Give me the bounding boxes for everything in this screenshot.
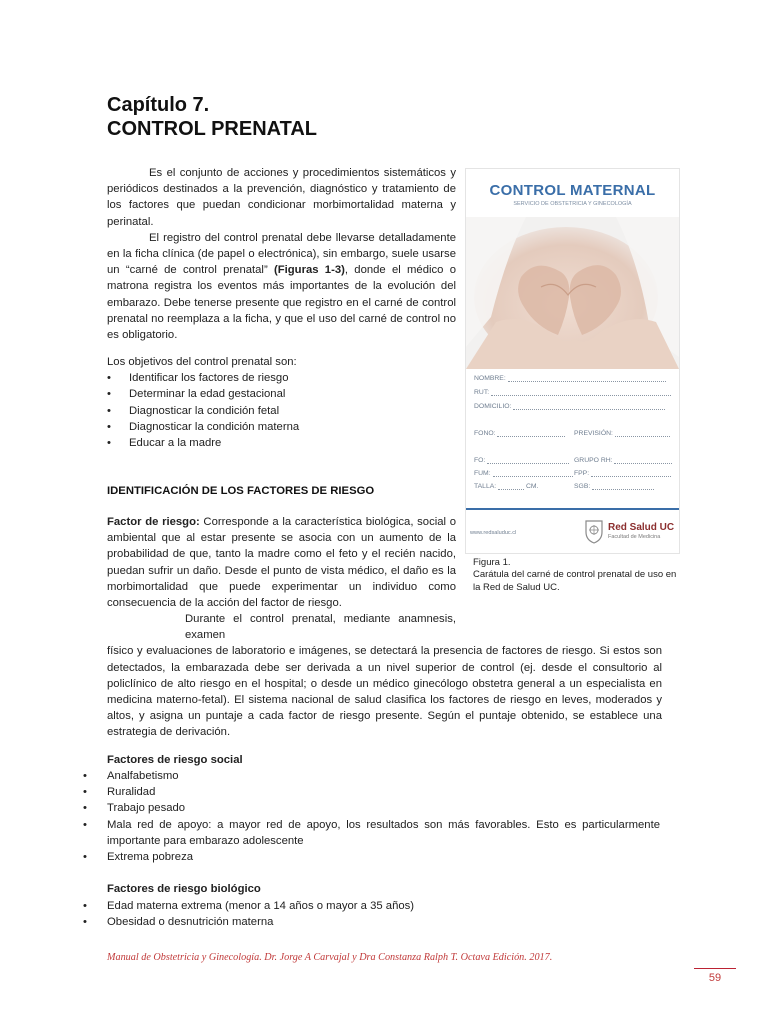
caption-text: Carátula del carné de control prenatal de uso en la Red de Salud UC. xyxy=(473,569,677,593)
social-factors-section xyxy=(83,768,660,865)
field-nombre: NOMBRE: xyxy=(474,375,506,382)
chapter-heading xyxy=(107,93,317,141)
field-fum: FUM: xyxy=(474,470,491,477)
field-domicilio: DOMICILIO: xyxy=(474,403,512,410)
caption-label: Figura 1. xyxy=(473,557,511,568)
field-fpp: FPP: xyxy=(574,470,590,477)
hands-heart-illustration xyxy=(466,217,679,369)
risk-definition xyxy=(107,514,456,611)
objectives-section xyxy=(107,354,456,451)
footer-citation: Manual de Obstetricia y Ginecología. Dr. Jorge A Carvajal y Dra Constanza Ralph T. Octava Edición. 2017. xyxy=(107,952,553,963)
prenatal-line-1: Durante el control prenatal, mediante anamnesis, examen xyxy=(185,613,456,642)
risk-definition-text: Corresponde a la característica biológica, social o ambiental que al estar presente se asocia con un aumento de la probabilidad de que, tanto la madre como el feto y el recién nacido, puedan sufrir un daño. Desde el punto de vista médico, el daño es la morbimortalidad que puede experimentar un individuo como consecuencia de la acción del factor de riesgo. xyxy=(107,516,456,610)
list-item: • Identificar los factores de riesgo xyxy=(107,370,456,386)
field-talla: TALLA: xyxy=(474,483,497,490)
list-item: • Extrema pobreza xyxy=(83,849,660,865)
list-item: • Diagnosticar la condición fetal xyxy=(107,403,456,419)
figure-prenatal-card xyxy=(465,168,680,554)
objectives-list xyxy=(107,370,456,451)
intro-section xyxy=(107,165,456,343)
figure-caption xyxy=(473,557,678,594)
field-sgb: SGB: xyxy=(574,483,591,490)
field-fono: FONO: xyxy=(474,430,496,437)
bio-factors-section xyxy=(83,898,660,930)
page-number-rule xyxy=(694,968,736,969)
intro-paragraph-1: Es el conjunto de acciones y procedimientos sistemáticos y periódicos destinados a la prevención, diagnóstico y tratamiento de los factores que puedan condicionar morbimortalidad materna y perinatal. xyxy=(107,167,456,228)
card-subtitle: SERVICIO DE OBSTETRICIA Y GINECOLOGÍA xyxy=(513,201,632,207)
card-title: CONTROL MATERNAL xyxy=(489,182,656,199)
chapter-title: CONTROL PRENATAL xyxy=(107,118,317,140)
intro-paragraph-2 xyxy=(107,230,456,343)
field-rut: RUT: xyxy=(474,389,490,396)
card-footer-band xyxy=(466,508,679,554)
field-grupo-rh: GRUPO RH: xyxy=(574,457,613,464)
red-salud-uc-crest-icon xyxy=(584,518,604,544)
bio-factors-heading xyxy=(107,881,662,897)
page-number: 59 xyxy=(708,972,722,984)
card-url: www.redsaluduc.cl xyxy=(470,530,517,536)
field-cm: CM. xyxy=(525,483,539,490)
list-item: • Determinar la edad gestacional xyxy=(107,386,456,402)
pregnant-belly-photo xyxy=(466,217,679,369)
intro-p2-text: El registro del control prenatal debe llevarse detalladamente en la ficha clínica (de papel o electrónica), sin embargo, suele usarse un “carné de control prenatal” xyxy=(107,231,456,277)
brand-name: Red Salud UC xyxy=(608,522,675,533)
social-factors-title: Factores de riesgo social xyxy=(107,754,243,766)
figure-reference: (Figuras 1-3) xyxy=(273,264,345,277)
section-heading: IDENTIFICACIÓN DE LOS FACTORES DE RIESGO xyxy=(107,485,375,497)
prenatal-rest: físico y evaluaciones de laboratorio e imágenes, se detectará la presencia de factores de riesgo. Si estos son detectados, la embarazada debe ser derivada a un nivel superior de control (ej. desde el consultorio al policlínico de alto riesgo en el hospital; o desde un médico ginecólogo obstetra general a un especialista en medicina materno-fetal). El sistema nacional de salud clasifica los factores de riesgo en leves, moderados y altos, y asigna un puntaje a cada factor de riesgo presente. Según el puntaje obtenido, se establece una estrategia de derivación. xyxy=(107,645,662,739)
brand-subtitle: Facultad de Medicina xyxy=(608,534,661,540)
risk-term: Factor de riesgo: xyxy=(107,516,200,528)
intro-p2-text-rest: , donde el médico o matrona registra los eventos más importantes de la evolución del embarazo. Debe tenerse presente que registro en el carné de control prenatal no reemplaza a la ficha, y que el uso del carné de control no es obligatorio. xyxy=(107,264,456,342)
list-item: • Ruralidad xyxy=(83,784,660,800)
field-prevision: PREVISIÓN: xyxy=(574,430,613,437)
bio-factors-title: Factores de riesgo biológico xyxy=(107,883,261,895)
field-fo: FO: xyxy=(474,457,486,464)
list-item: • Edad materna extrema (menor a 14 años o mayor a 35 años) xyxy=(83,898,660,914)
list-item: • Analfabetismo xyxy=(83,768,660,784)
bio-factors-list xyxy=(83,898,660,930)
social-factors-list xyxy=(83,768,660,865)
list-item: • Educar a la madre xyxy=(107,435,456,451)
list-item: • Obesidad o desnutrición materna xyxy=(83,914,660,930)
social-factors-heading xyxy=(107,752,662,768)
list-item: • Diagnosticar la condición materna xyxy=(107,419,456,435)
list-item: • Mala red de apoyo: a mayor red de apoyo, los resultados son más favorables. Esto es particularmente importante para embarazo adolescente xyxy=(83,817,660,849)
list-item: • Trabajo pesado xyxy=(83,800,660,816)
chapter-number: Capítulo 7. xyxy=(107,94,210,116)
prenatal-paragraph xyxy=(107,611,662,741)
objectives-heading: Los objetivos del control prenatal son: xyxy=(107,356,297,368)
